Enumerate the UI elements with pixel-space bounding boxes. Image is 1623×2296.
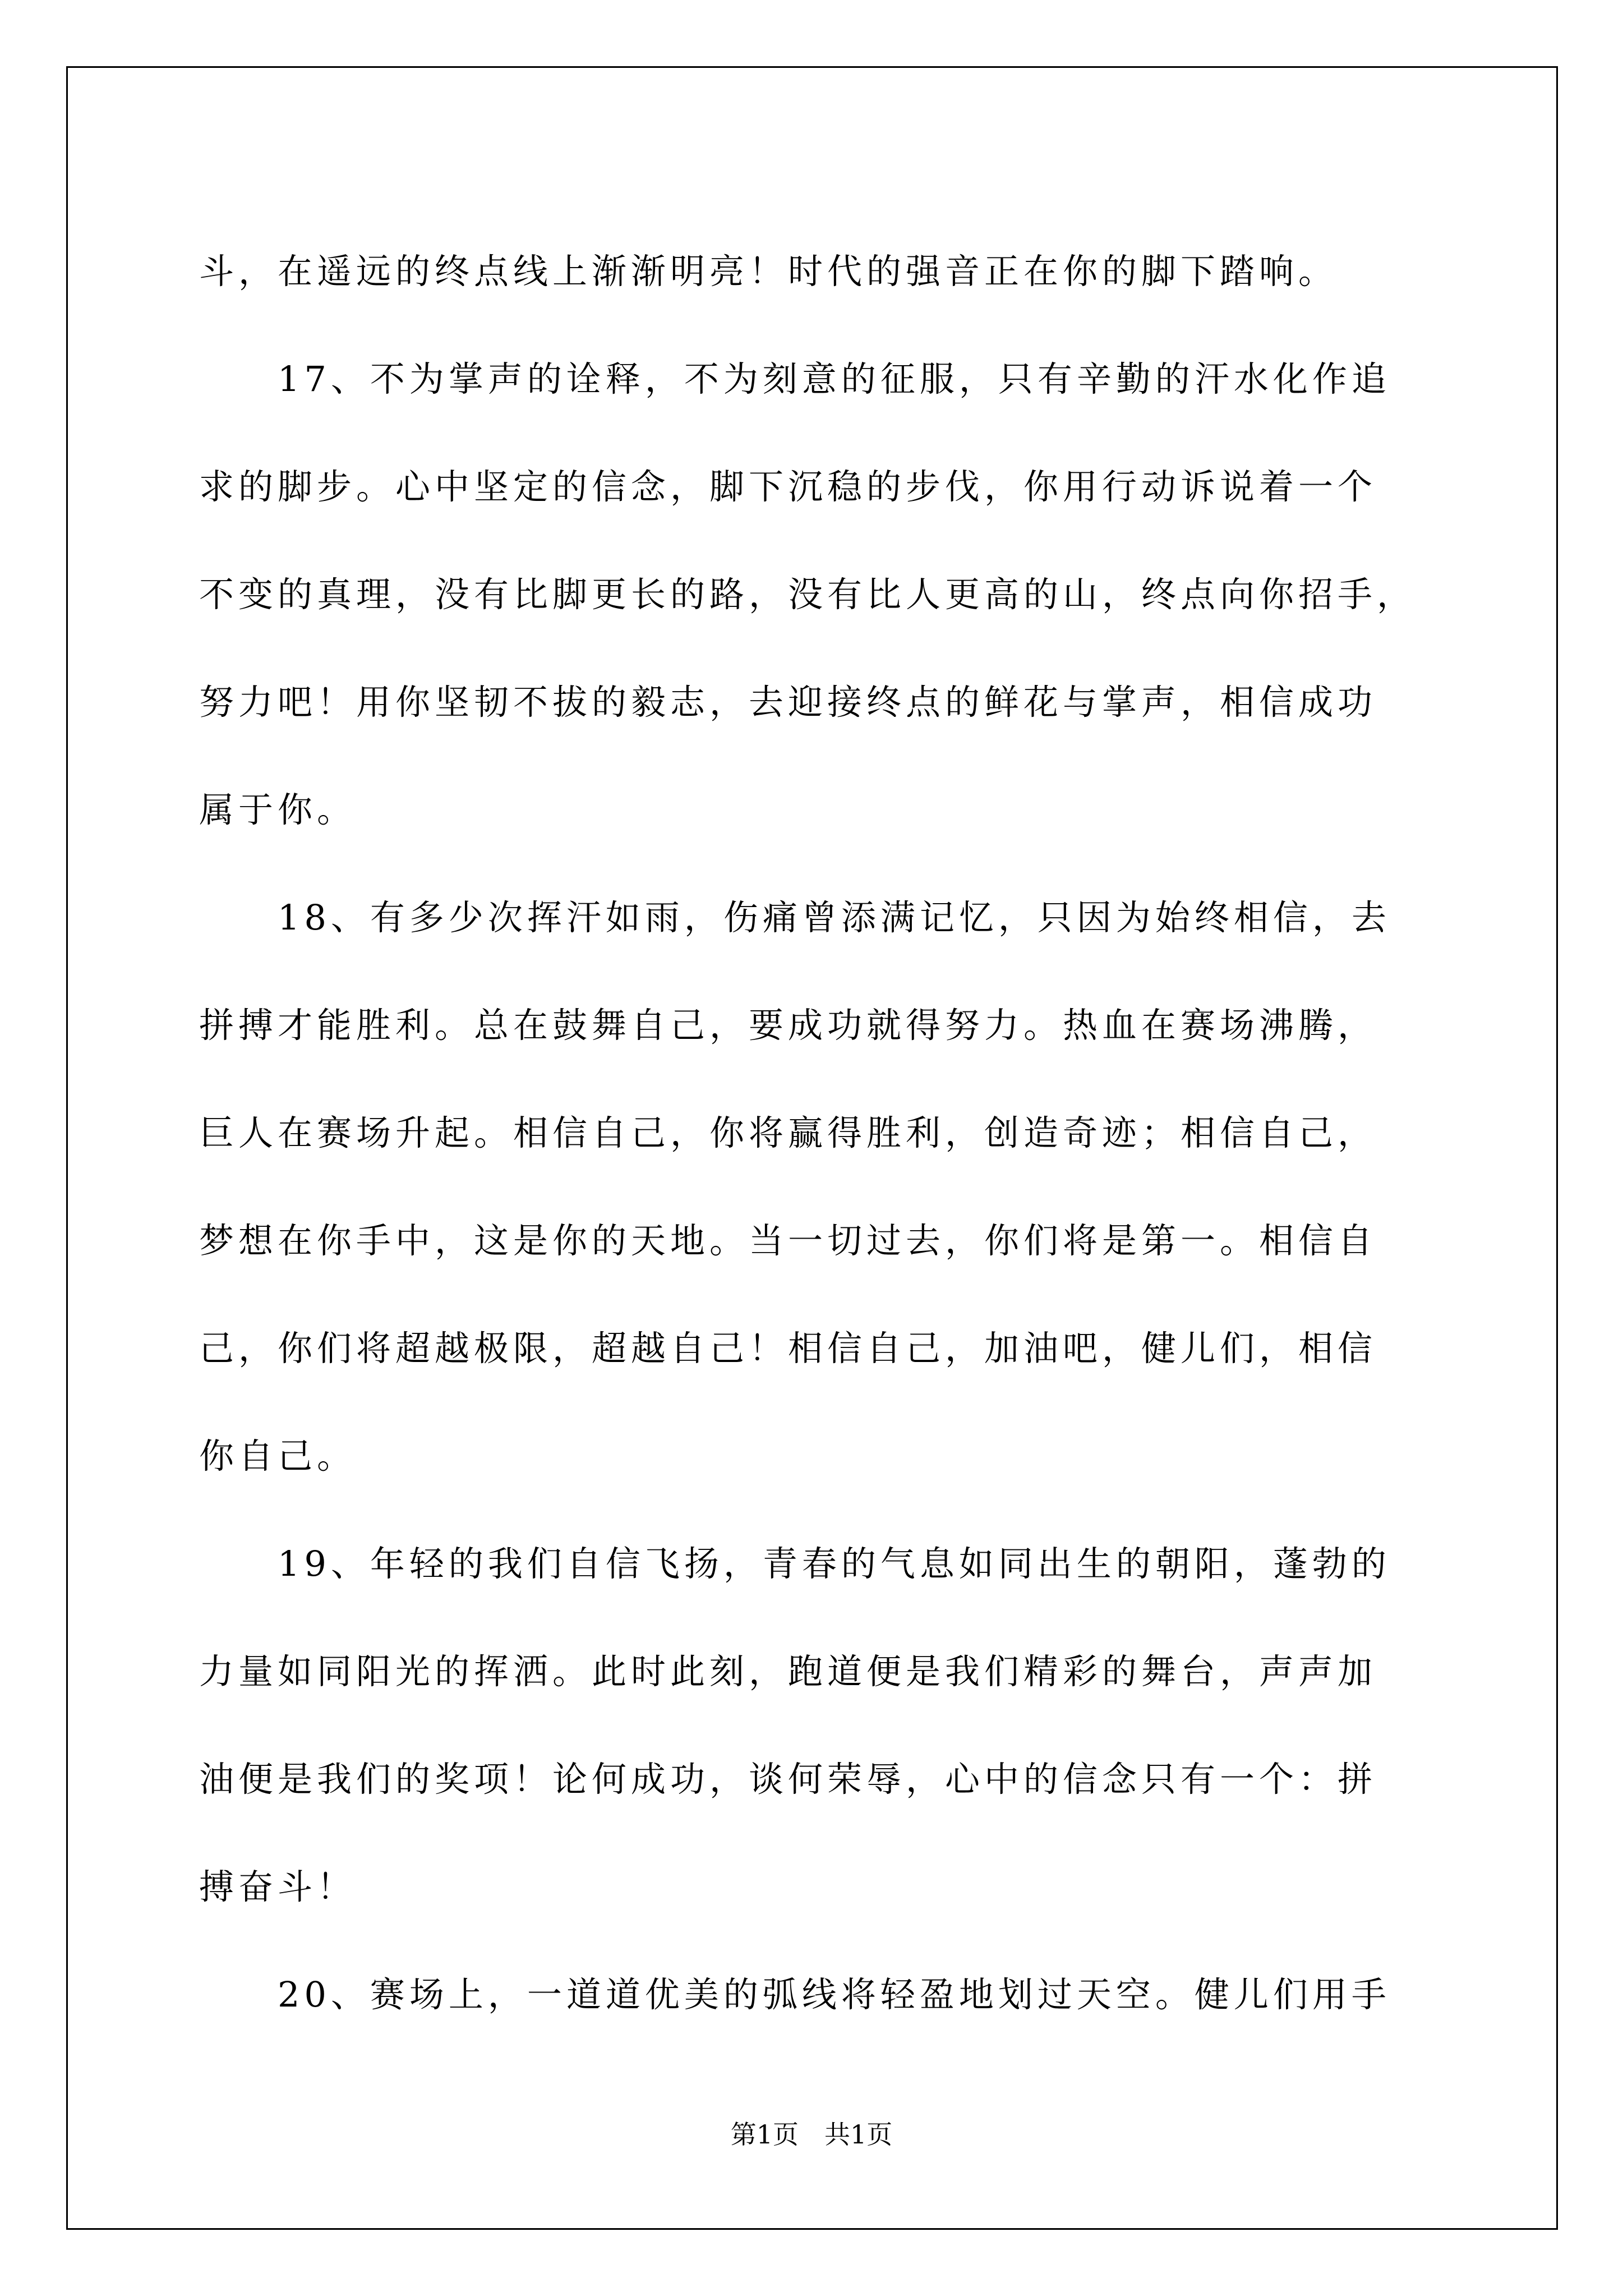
document-body — [199, 218, 1424, 2049]
text-line: 拼搏才能胜利。总在鼓舞自己，要成功就得努力。热血在赛场沸腾， — [199, 1005, 1377, 1046]
text-line: 梦想在你手中，这是你的天地。当一切过去，你们将是第一。相信自 — [199, 1220, 1377, 1261]
text-line: 努力吧！用你坚韧不拔的毅志，去迎接终点的鲜花与掌声，相信成功 — [199, 682, 1377, 723]
text-line: 17、不为掌声的诠释，不为刻意的征服，只有辛勤的汗水化作追 — [199, 358, 1391, 399]
text-line: 属于你。 — [199, 789, 357, 830]
text-line: 己，你们将超越极限，超越自己！相信自己，加油吧，健儿们，相信 — [199, 1328, 1377, 1369]
text-line: 油便是我们的奖项！论何成功，谈何荣辱，心中的信念只有一个：拼 — [199, 1759, 1377, 1800]
text-line: 18、有多少次挥汗如雨，伤痛曾添满记忆，只因为始终相信，去 — [199, 897, 1391, 938]
text-line: 力量如同阳光的挥洒。此时此刻，跑道便是我们精彩的舞台，声声加 — [199, 1651, 1377, 1692]
text-line: 19、年轻的我们自信飞扬，青春的气息如同出生的朝阳，蓬勃的 — [199, 1543, 1391, 1584]
page-number-footer: 第1页 共1页 — [730, 2119, 893, 2150]
text-line: 20、赛场上，一道道优美的弧线将轻盈地划过天空。健儿们用手 — [199, 1974, 1391, 2015]
text-line: 搏奋斗！ — [199, 1866, 357, 1907]
text-line: 斗，在遥远的终点线上渐渐明亮！时代的强音正在你的脚下踏响。 — [199, 251, 1338, 292]
text-line: 你自己。 — [199, 1435, 357, 1476]
text-line: 求的脚步。心中坚定的信念，脚下沉稳的步伐，你用行动诉说着一个 — [199, 466, 1377, 507]
text-line: 巨人在赛场升起。相信自己，你将赢得胜利，创造奇迹；相信自己， — [199, 1112, 1377, 1153]
text-line: 不变的真理，没有比脚更长的路，没有比人更高的山，终点向你招手， — [199, 574, 1417, 615]
